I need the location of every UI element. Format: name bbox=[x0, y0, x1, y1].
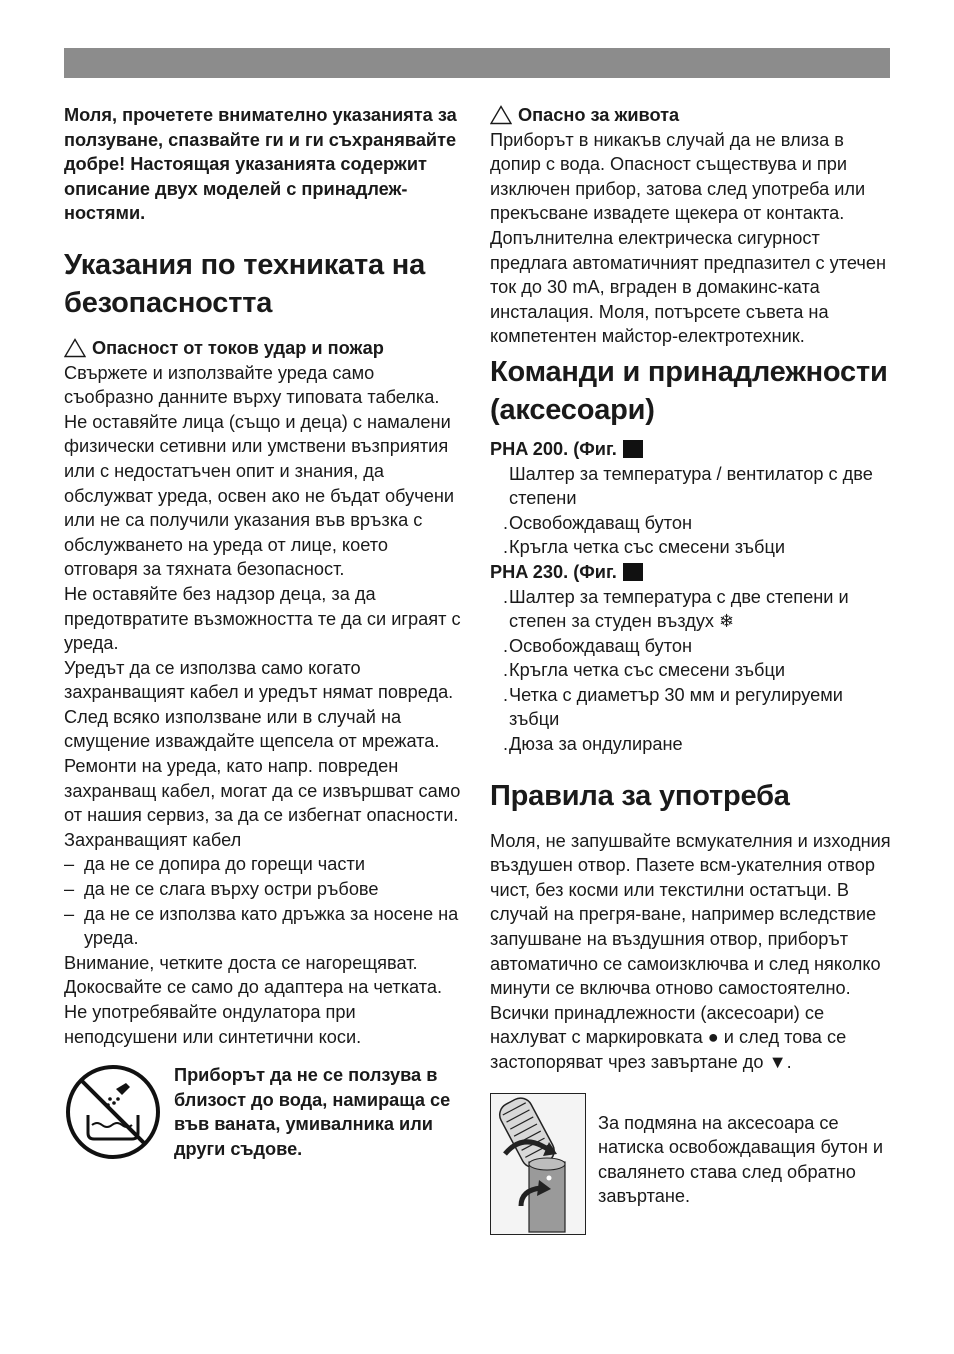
usage-paragraph: Всички принадлежности (аксесоари) се нахлуват с маркировката ● и след това се застопоряват чрез завъртане до ▼. bbox=[490, 1002, 847, 1072]
safety-paragraph: Не оставяйте лица (също и деца) с намалени физически сетивни или умствени възприятия или с недостатъчен опит и знания, да обслужват уреда, освен ако не бъдат обучени или не са получили указания във връзка с обслужването на уреда от лице, което отговаря за тяхната безопасност. bbox=[64, 411, 455, 580]
figure-marker-icon bbox=[623, 440, 643, 458]
usage-heading: Правила за употреба bbox=[490, 779, 790, 812]
no-water-icon bbox=[64, 1063, 162, 1161]
figure-marker-icon bbox=[623, 563, 643, 581]
list-item: . Кръгла четка със смесени зъбци bbox=[502, 660, 786, 681]
list-item: . Освобождаващ бутон bbox=[502, 635, 693, 656]
list-item: . Шалтер за температура с две степени и степен за студен въздух ❄ bbox=[502, 586, 849, 632]
list-item: . Освобождаващ бутон bbox=[502, 512, 693, 533]
model-pha230: PHA 230. (Фиг. bbox=[490, 560, 892, 585]
danger-warning-title: Опасно за живота bbox=[490, 103, 892, 128]
header-bar bbox=[64, 48, 890, 78]
warning-triangle-icon bbox=[64, 338, 86, 358]
safety-paragraph: Свържете и използвайте уреда само съобразно данните върху типовата табелка. bbox=[64, 362, 440, 408]
warning-triangle-icon bbox=[490, 105, 512, 125]
accessory-note: За подмяна на аксесоара се натиска освобождаващия бутон и свалянето става след обратно завъртане. bbox=[598, 1112, 884, 1207]
cable-item: – да не се използва като дръжка за носене на уреда. bbox=[64, 903, 459, 949]
usage-paragraph: Моля, не запушвайте всмукателния и изходния въздушен отвор. Пазете всм-укателния отвор чист, без косми или текстилни остатъци. В случай на прегря-ване, например вследствие запушване на въздушния отвор, приборът автоматично се самоизключва и след няколко минути се включва отново самостоятелно. bbox=[490, 830, 891, 999]
danger-paragraph: Допълнителна електрическа сигурност предлага автоматичният предпазител с утечен ток до 30 mA, вграден в домакинс-ката инсталация. Моля, потърсете съвета на компетентен майстор-електротехник. bbox=[490, 227, 887, 347]
safety-heading: Указания по техниката на безопасността bbox=[64, 248, 425, 319]
model-pha200: PHA 200. (Фиг. bbox=[490, 437, 892, 462]
list-item: Шалтер за температура / вентилатор с две степени bbox=[509, 463, 873, 509]
controls-heading: Команди и принадлежности (аксесоари) bbox=[490, 355, 888, 426]
right-column bbox=[490, 103, 892, 1235]
safety-paragraph: Захранващият кабел bbox=[64, 829, 242, 850]
list-item: . Четка с диаметър 30 мм и регулируеми зъбци bbox=[502, 684, 843, 730]
shock-warning-title: Опасност от токов удар и пожар bbox=[64, 336, 466, 361]
cable-item: – да не се допира до горещи части bbox=[64, 854, 365, 875]
brush-release-icon bbox=[491, 1094, 584, 1233]
accessory-figure bbox=[490, 1093, 892, 1235]
water-notice-text: Приборът да не се ползува в близост до вода, намираща се във ваната, умивалника или други съдове. bbox=[174, 1065, 451, 1159]
list-item: . Дюза за ондулиране bbox=[502, 734, 683, 755]
intro-text: Моля, прочетете внимателно указанията за ползуване, спазвайте ги и ги съхранявайте добре! Настоящая указанията содержит описание двух моделей с принадлеж-ностями. bbox=[64, 105, 457, 224]
cable-item: – да не се слага върху остри ръбове bbox=[64, 879, 379, 900]
safety-paragraph: Не употребявайте ондулатора при неподсушени или синтетични коси. bbox=[64, 1002, 362, 1047]
left-column bbox=[64, 103, 466, 1162]
list-item: . Кръгла четка със смесени зъбци bbox=[502, 537, 786, 558]
accessory-illustration bbox=[490, 1093, 586, 1235]
safety-paragraph: Уредът да се използва само когато захранващият кабел и уредът нямат повреда. След всяко използване или в случай на смущение изваждайте щепсела от мрежата. bbox=[64, 657, 454, 752]
safety-paragraph: Ремонти на уреда, като напр. повреден захранващ кабел, могат да се извършват само от нашия сервиз, за да се избегнат опасности. bbox=[64, 756, 461, 826]
water-notice bbox=[64, 1063, 466, 1161]
danger-paragraph: Приборът в никакъв случай да не влиза в допир с вода. Опасност съществува и при изключен прибор, затова след употреба или прекъсване извадете щекера от контакта. bbox=[490, 129, 866, 224]
safety-paragraph: Внимание, четките доста се нагорещяват. Докосвайте се само до адаптера на четката. bbox=[64, 952, 443, 998]
safety-paragraph: Не оставяйте без надзор деца, за да предотвратите възможността те да си играят с уреда. bbox=[64, 583, 461, 654]
